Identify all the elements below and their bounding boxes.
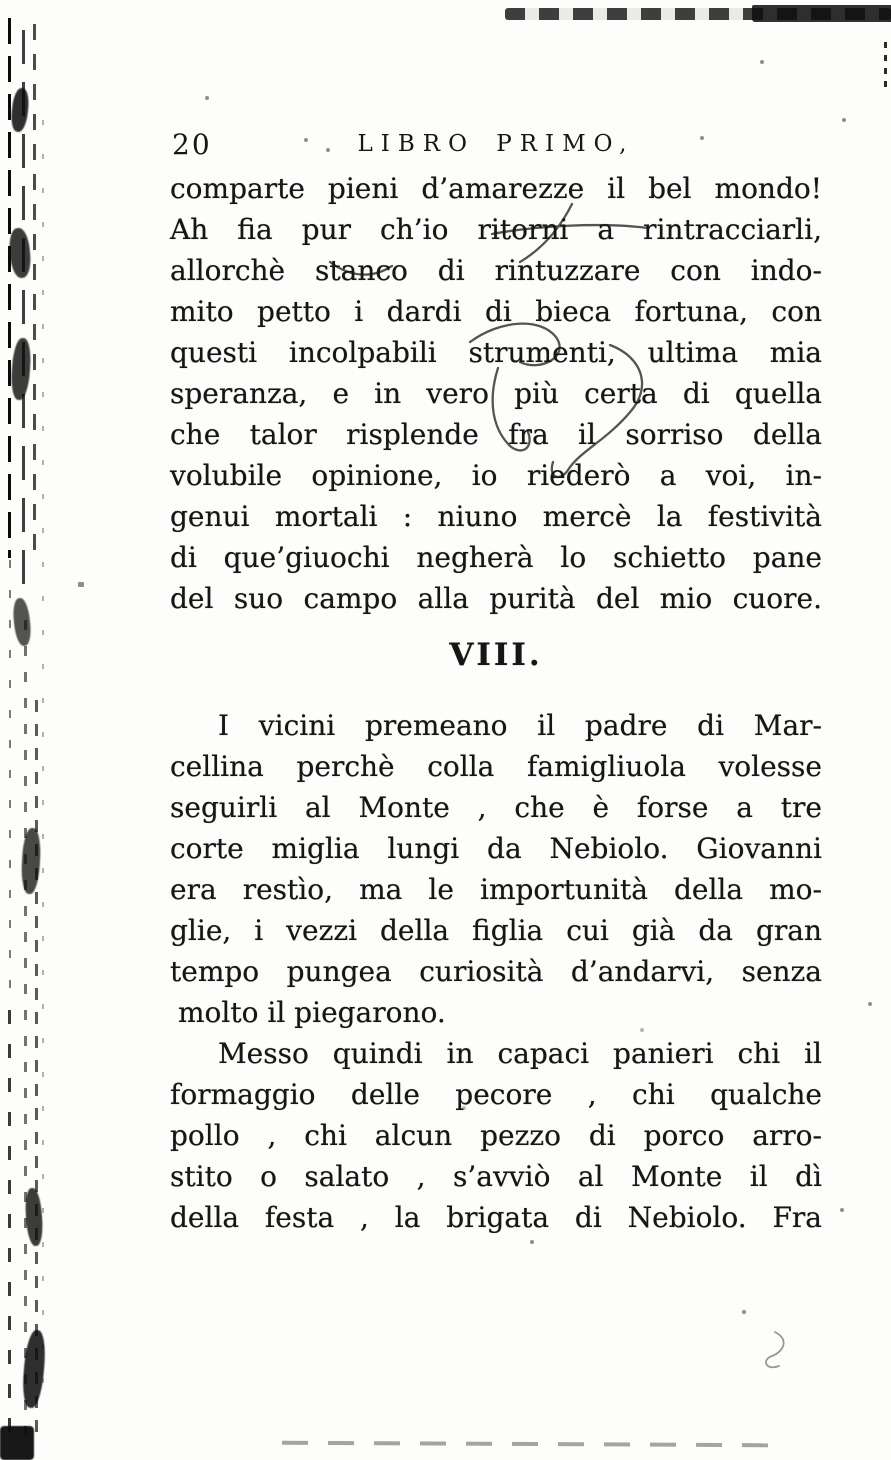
text-line: I vicini premeano il padre di Mar- <box>218 709 822 742</box>
paragraph <box>170 1033 822 1238</box>
page-number: 20 <box>172 128 212 161</box>
text-line: corte miglia lungi da Nebiolo. Giovanni <box>170 832 822 865</box>
text-line: speranza, e in vero più certa di quella <box>170 377 822 410</box>
text-line: genui mortali : niuno mercè la festività <box>170 500 822 533</box>
text-line: della festa , la brigata di Nebiolo. Fra <box>170 1201 822 1234</box>
text-line: allorchè stanco di rintuzzare con indo- <box>170 254 822 287</box>
text-line: Messo quindi in capaci panieri chi il <box>218 1037 822 1070</box>
text-line: volubile opinione, io riederò a voi, in- <box>170 459 822 492</box>
text-line: stito o salato , s’avviò al Monte il dì <box>170 1160 822 1193</box>
text-line: comparte pieni d’amarezze il bel mondo! <box>170 172 822 205</box>
text-line: Ah fia pur ch’io ritorni a rintracciarli, <box>170 213 822 246</box>
text-line: di que’giuochi negherà lo schietto pane <box>170 541 822 574</box>
section-heading: VIII. <box>449 637 543 673</box>
text-line: cellina perchè colla famigliuola volesse <box>170 750 822 783</box>
text-line: tempo pungea curiosità d’andarvi, senza <box>170 955 822 988</box>
text-line: del suo campo alla purità del mio cuore. <box>170 582 822 615</box>
text-line: che talor risplende fra il sorriso della <box>170 418 822 451</box>
text-line: era restìo, ma le importunità della mo- <box>170 873 822 906</box>
paragraph <box>170 705 822 1033</box>
text-line: questi incolpabili strumenti, ultima mia <box>170 336 822 369</box>
text-column <box>170 122 822 1238</box>
text-line: formaggio delle pecore , chi qualche <box>170 1078 822 1111</box>
text-line: pollo , chi alcun pezzo di porco arro- <box>170 1119 822 1152</box>
text-line: mito petto i dardi di bieca fortuna, con <box>170 295 822 328</box>
page-header <box>170 122 822 168</box>
ink-scratch <box>766 1332 784 1367</box>
paragraph <box>170 168 822 619</box>
text-line: molto il piegarono. <box>178 996 446 1029</box>
text-line: seguirli al Monte , che è forse a tre <box>170 791 822 824</box>
text-line: glie, i vezzi della figlia cui già da gran <box>170 914 822 947</box>
running-header: LIBRO PRIMO, <box>357 131 635 157</box>
